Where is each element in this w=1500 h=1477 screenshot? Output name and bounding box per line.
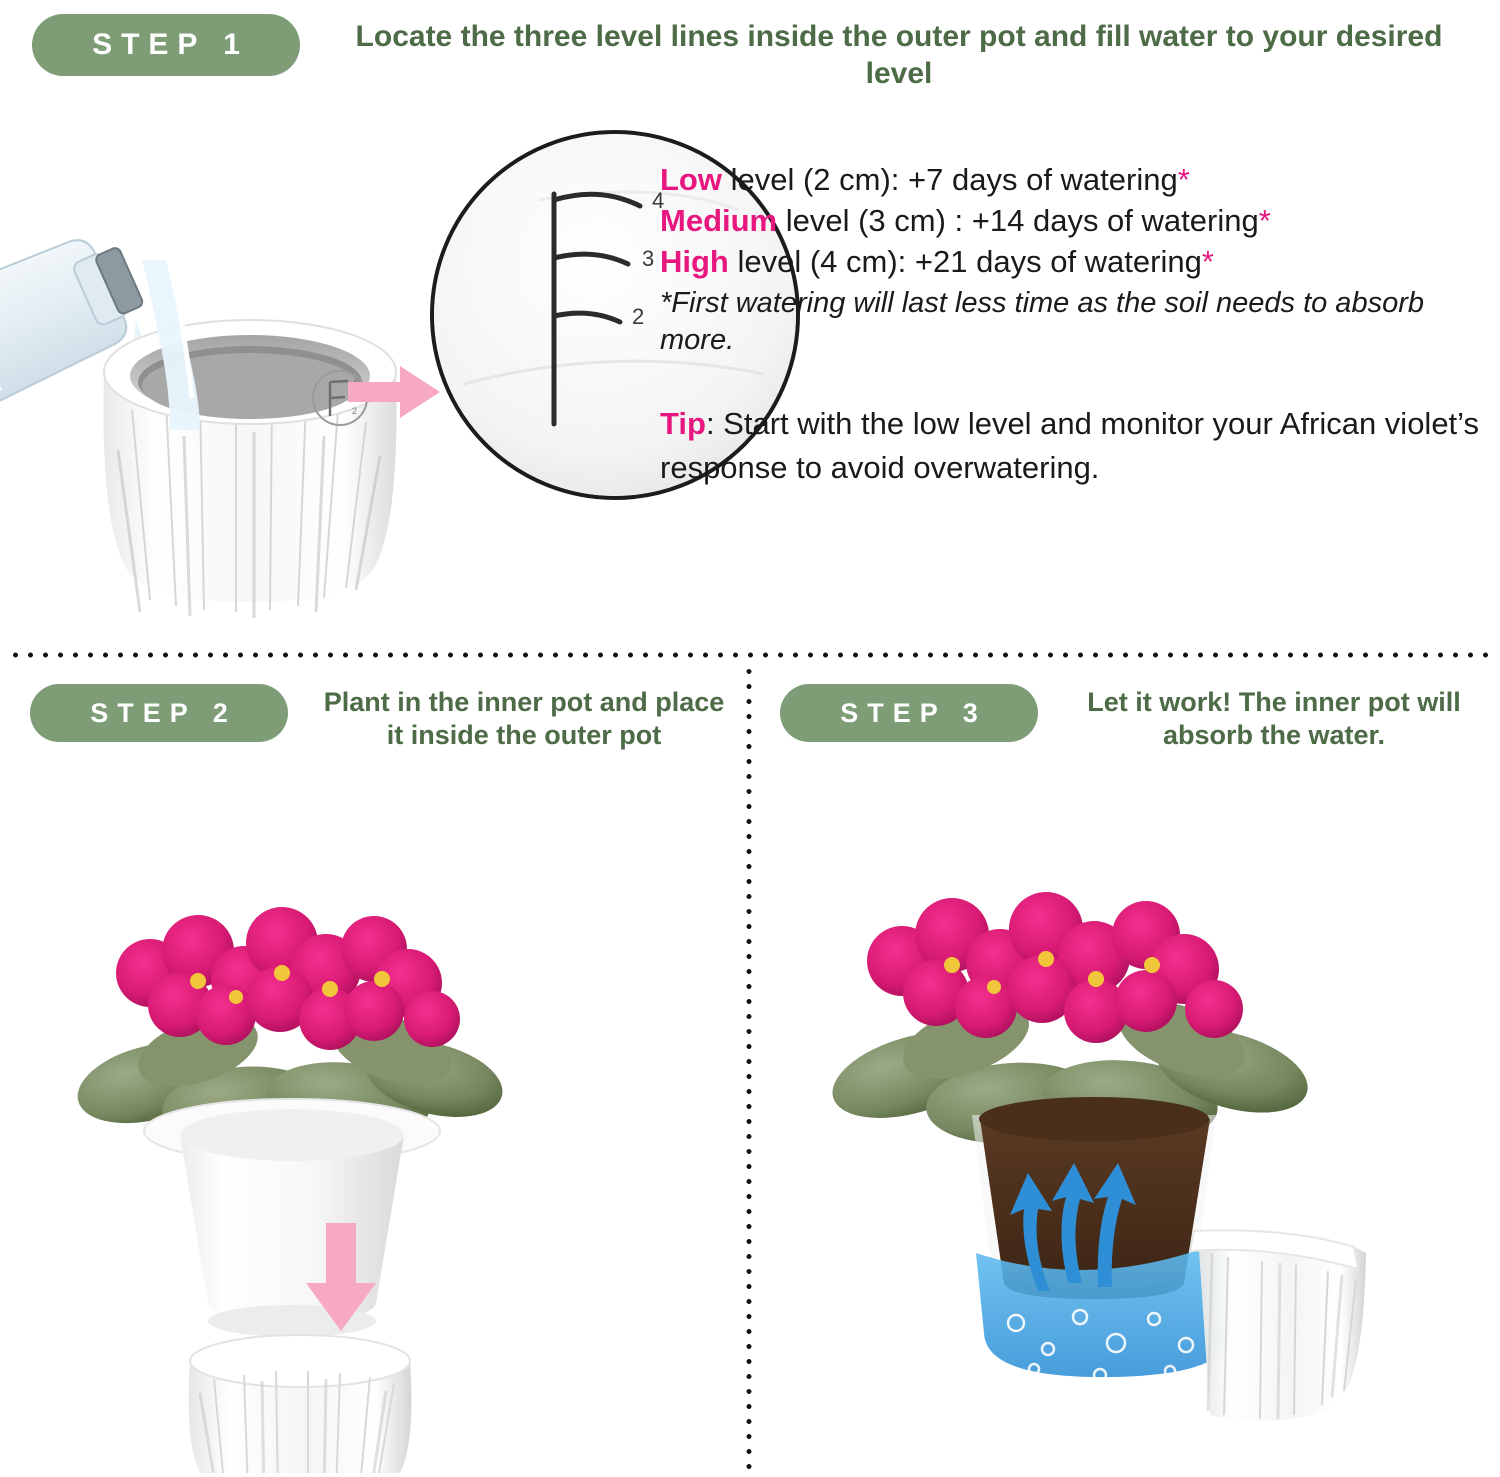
step-3-illustration	[780, 783, 1480, 1473]
level-key-low: Low	[660, 162, 722, 197]
step-1-header	[32, 14, 1472, 92]
level-text-medium: level (3 cm) : +14 days of watering	[777, 202, 1259, 238]
level-text-high: level (4 cm): +21 days of watering	[728, 243, 1202, 279]
level-row-high	[660, 242, 1480, 283]
level-key-high: High	[660, 243, 729, 279]
outer-pot-step2	[189, 1335, 412, 1473]
step-2-section	[30, 684, 730, 1473]
step-3-header	[780, 684, 1480, 753]
inner-pot	[144, 1099, 440, 1337]
outer-pot-illustration	[80, 260, 410, 630]
step-3-badge: STEP 3	[780, 684, 1038, 742]
step-1-illustration	[0, 120, 1500, 640]
step-2-illustration	[30, 783, 730, 1473]
tip-label: Tip	[660, 406, 706, 442]
step-1-title: Locate the three level lines inside the outer pot and fill water to your desired level	[355, 20, 1443, 91]
footnote-text: *First watering will last less time as the soil needs to absorb more.	[660, 286, 1424, 357]
step-2-header	[30, 684, 730, 753]
level-star-high: *	[1201, 243, 1214, 279]
level-star-low: *	[1177, 162, 1190, 197]
level-text-low: level (2 cm): +7 days of watering	[722, 162, 1178, 197]
arrow-right-icon	[346, 362, 442, 422]
svg-text:2: 2	[352, 406, 358, 416]
step-3-title: Let it work! The inner pot will absorb the water.	[1087, 687, 1461, 751]
tip-text: : Start with the low level and monitor your African violet’s response to avoid overwatering.	[660, 406, 1479, 486]
step-2-badge: STEP 2	[30, 684, 288, 742]
violet-flowers	[116, 907, 460, 1050]
level-key-medium: Medium	[660, 202, 778, 238]
vertical-divider	[746, 664, 752, 1469]
level-star-medium: *	[1258, 202, 1271, 238]
step-1-text-block	[660, 160, 1480, 490]
horizontal-divider	[8, 652, 1492, 658]
step-2-title: Plant in the inner pot and place it inside the outer pot	[323, 687, 725, 751]
gauge-mark-2: 2	[632, 304, 645, 329]
tip-block	[660, 402, 1480, 490]
level-row-medium	[660, 201, 1480, 242]
gauge-mark-3: 3	[642, 246, 655, 271]
step-3-section	[780, 684, 1480, 1473]
gauge-mark-4: 4	[652, 188, 665, 213]
step-1-badge: STEP 1	[32, 14, 300, 76]
level-row-low	[660, 160, 1480, 201]
